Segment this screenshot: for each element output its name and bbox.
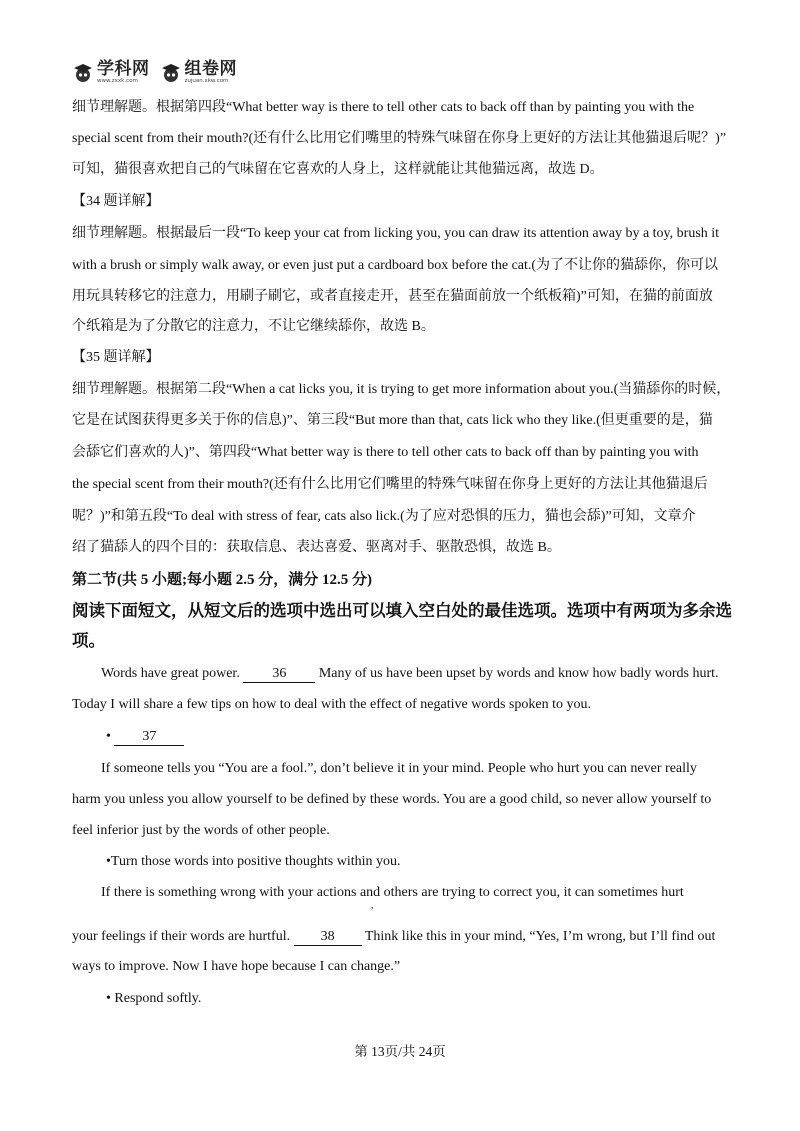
header-logo [72, 58, 237, 88]
q35-heading: 【35 题详解】 [72, 350, 160, 365]
q34-line-1: 细节理解题。根据最后一段“To keep your cat from licking you, you can draw its attention away by a toy, brush it [72, 226, 720, 241]
q35-line-4: the special scent from their mouth?(还有什么比用它们嘴里的特殊气味留在你身上更好的方法让其他猫退后 [72, 477, 708, 492]
passage-p3-line-1: If there is something wrong with your actions and others are trying to correct you, it can sometimes hurt [101, 885, 684, 900]
blank-38: 38 [294, 929, 362, 946]
blank-36: 36 [243, 666, 315, 683]
tip-1 [106, 727, 766, 747]
logo-url: zujuan.xkw.com [184, 78, 229, 85]
q33-line-2: special scent from their mouth?(还有什么比用它们嘴里的特殊气味留在你身上更好的方法让其他猫退后呢？)” [72, 131, 727, 146]
section-instruction-2: 项。 [72, 631, 105, 650]
passage-p3-line-2 [72, 927, 732, 947]
passage-p1-line-2: Today I will share a few tips on how to deal with the effect of negative words spoken to you. [72, 697, 591, 712]
q35-line-5: 呢？)”和第五段“To deal with stress of fear, cats also lick.(为了应对恐惧的压力，猫也会舔)”可知，文章介 [72, 509, 696, 524]
q35-line-6: 绍了猫舔人的四个目的：获取信息、表达喜爱、驱离对手、驱散恐惧，故选 B。 [72, 540, 561, 555]
q34-heading: 【34 题详解】 [72, 194, 160, 209]
stray-comma: , [371, 900, 374, 911]
tip-2: •Turn those words into positive thoughts within you. [106, 854, 401, 869]
q35-line-1: 细节理解题。根据第二段“When a cat licks you, it is trying to get more information about you.(当猫舔你的时候， [72, 382, 731, 397]
logo-name: 学科网 [97, 59, 150, 80]
bullet: • [106, 729, 111, 744]
logo-url: www.zxxk.com [97, 78, 138, 85]
q35-line-2: 它是在试图获得更多关于你的信息)”、第三段“But more than that, cats lick who they like.(但更重要的是，猫 [72, 413, 713, 428]
q34-line-2: with a brush or simply walk away, or even just put a cardboard box before the cat.(为了不让你的猫舔你，你可以 [72, 258, 719, 273]
q33-line-1: 细节理解题。根据第四段“What better way is there to tell other cats to back off than by painting you with the [72, 100, 695, 115]
q34-line-4: 个纸箱是为了分散它的注意力，不让它继续舔你，故选 B。 [72, 319, 435, 334]
passage-p2-line-3: feel inferior just by the words of other people. [72, 823, 330, 838]
tip-3: • Respond softly. [106, 991, 202, 1006]
logo-name: 组卷网 [184, 59, 237, 80]
passage-p2-line-1: If someone tells you “You are a fool.”, don’t believe it in your mind. People who hurt you can never really [101, 761, 697, 776]
q33-line-3: 可知，猫很喜欢把自己的气味留在它喜欢的人身上，这样就能让其他猫远离，故选 D。 [72, 162, 604, 177]
passage-text: your feelings if their words are hurtful. [72, 929, 294, 944]
page-number: 第 13页/共 24页 [354, 1044, 446, 1059]
passage-text: Think like this in your mind, “Yes, I’m wrong, but I’ll find out [361, 929, 716, 944]
q34-line-3: 用玩具转移它的注意力，用刷子刷它，或者直接走开，甚至在猫面前放一个纸板箱)”可知，在猫的前面放 [72, 289, 713, 304]
passage-text: Words have great power. [101, 666, 244, 681]
passage-text: Many of us have been upset by words and know how badly words hurt. [315, 666, 719, 681]
passage-p1-line-1 [101, 664, 732, 684]
blank-37: 37 [114, 729, 184, 746]
section-title: 第二节(共 5 小题;每小题 2.5 分，满分 12.5 分) [72, 572, 372, 588]
graduation-cap-icon [160, 62, 182, 84]
passage-p3-line-3: ways to improve. Now I have hope because I can change.” [72, 959, 401, 974]
logo-zujuanwang [160, 61, 238, 85]
logo-xuekewang [72, 61, 150, 85]
section-instruction-1: 阅读下面短文，从短文后的选项中选出可以填入空白处的最佳选项。选项中有两项为多余选 [72, 601, 732, 620]
q35-line-3: 会舔它们喜欢的人)”、第四段“What better way is there to tell other cats to back off than by painting you with [72, 445, 699, 460]
passage-p2-line-2: harm you unless you allow yourself to be defined by these words. You are a good child, so never allow yourself to [72, 792, 712, 807]
graduation-cap-icon [72, 62, 94, 84]
